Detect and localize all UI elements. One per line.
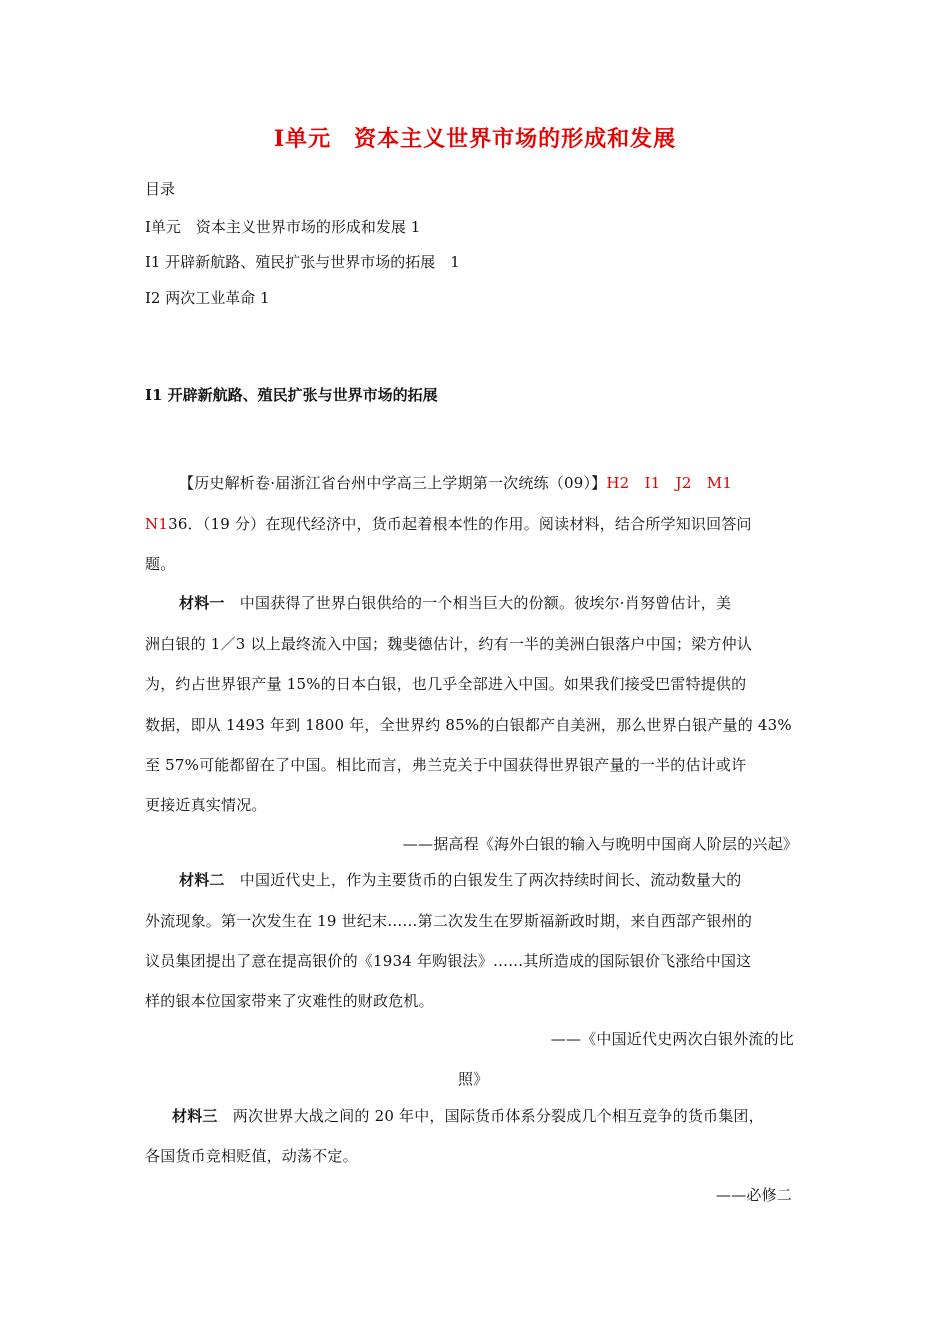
material2-line-4: 样的银本位国家带来了灾难性的财政危机。 — [145, 992, 434, 1010]
material1-line-2: 洲白银的 1／3 以上最终流入中国；魏斐德估计，约有一半的美洲白银落户中国；梁方仲认 — [145, 635, 753, 653]
material2-citation-1: ——《中国近代史两次白银外流的比 — [550, 1030, 794, 1048]
material1-line-4: 数据，即从 1493 年到 1800 年，全世界约 85%的白银都产自美洲，那么世界白银产量的 43% — [145, 716, 792, 734]
material1-line-1 — [179, 592, 731, 613]
toc-heading: 目录 — [145, 180, 176, 198]
section-heading: I1 开辟新航路、殖民扩张与世界市场的拓展 — [145, 386, 438, 404]
toc-item-i1[interactable]: I1 开辟新航路、殖民扩张与世界市场的拓展 1 — [145, 253, 460, 271]
material2-label: 材料二 — [179, 871, 225, 889]
material1-citation: ——据高程《海外白银的输入与晚明中国商人阶层的兴起》 — [402, 835, 798, 853]
question-line-3: 题。 — [145, 555, 176, 573]
material2-citation-2: 照》 — [458, 1070, 489, 1088]
question-line-2 — [145, 513, 752, 534]
question-codes: H2 I1 J2 M1 — [606, 474, 733, 492]
material1-line-6: 更接近真实情况。 — [145, 796, 267, 814]
question-source-line — [179, 472, 732, 493]
question-text: 36．（19 分）在现代经济中，货币起着根本性的作用。阅读材料，结合所学知识回答问 — [168, 515, 752, 533]
question-code-n1: N1 — [145, 515, 169, 533]
material3-line-1 — [172, 1105, 764, 1126]
question-source: 【历史解析卷·届浙江省台州中学高三上学期第一次统练（09）】 — [179, 474, 607, 492]
toc-item-unit[interactable]: Ⅰ单元 资本主义世界市场的形成和发展 1 — [145, 218, 421, 236]
material3-line-2: 各国货币竞相贬值，动荡不定。 — [145, 1147, 358, 1165]
material1-text-1: 中国获得了世界白银供给的一个相当巨大的份额。彼埃尔·肖努曾估计，美 — [224, 594, 732, 612]
material1-label: 材料一 — [179, 594, 225, 612]
material2-line-3: 议员集团提出了意在提高银价的《1934 年购银法》……其所造成的国际银价飞涨给中国这 — [145, 952, 752, 970]
material2-line-2: 外流现象。第一次发生在 19 世纪末……第二次发生在罗斯福新政时期，来自西部产银州的 — [145, 912, 753, 930]
material1-line-3: 为，约占世界银产量 15%的日本白银，也几乎全部进入中国。如果我们接受巴雷特提供的 — [145, 675, 747, 693]
page-title: Ⅰ单元 资本主义世界市场的形成和发展 — [273, 126, 677, 152]
material3-text-1: 两次世界大战之间的 20 年中，国际货币体系分裂成几个相互竞争的货币集团， — [217, 1107, 764, 1125]
material3-label: 材料三 — [172, 1107, 218, 1125]
material2-text-1: 中国近代史上，作为主要货币的白银发生了两次持续时间长、流动数量大的 — [224, 871, 742, 889]
material1-line-5: 至 57%可能都留在了中国。相比而言，弗兰克关于中国获得世界银产量的一半的估计或许 — [145, 756, 747, 774]
toc-item-i2[interactable]: I2 两次工业革命 1 — [145, 289, 270, 307]
material3-citation: ——必修二 — [715, 1186, 792, 1204]
material2-line-1 — [179, 869, 741, 890]
